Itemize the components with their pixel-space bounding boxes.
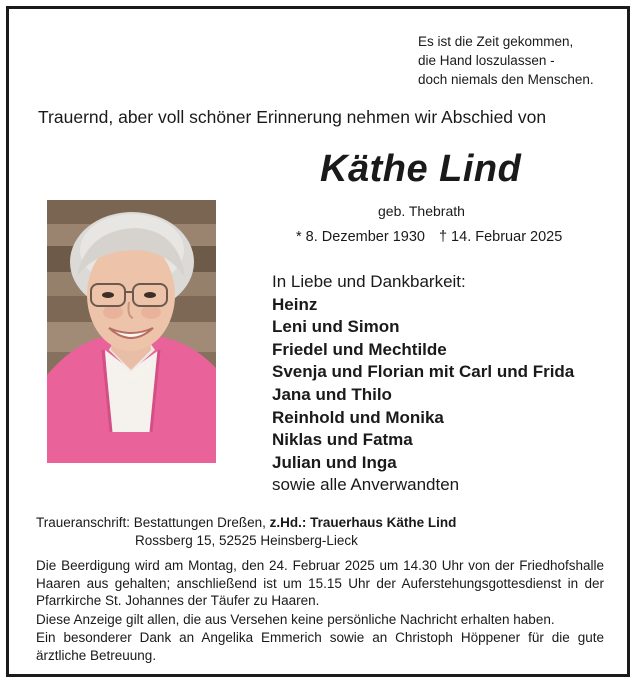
mourners-closing: sowie alle Anverwandten <box>272 475 460 495</box>
funeral-details <box>36 557 604 665</box>
deceased-name: Käthe Lind <box>320 148 522 190</box>
mourner-name: Niklas und Fatma <box>272 430 413 450</box>
address-street: Rossberg 15, 52525 Heinsberg-Lieck <box>135 533 358 548</box>
mourners-heading: In Liebe und Dankbarkeit: <box>272 272 466 291</box>
portrait-photo-icon <box>47 200 216 463</box>
funeral-paragraph: Die Beerdigung wird am Montag, den 24. Februar 2025 um 14.30 Uhr von der Friedhofshalle Haaren aus gehalten; anschließend ist um 15.15 Uhr der Auferstehungsgottesdienst in der Pfarrkirche St. Johannes der Täufer zu Haaren. <box>36 558 604 608</box>
thanks-paragraph: Ein besonderer Dank an Angelika Emmerich sowie an Christoph Höppener für die gute ärztliche Betreuung. <box>36 630 604 663</box>
notice-paragraph: Diese Anzeige gilt allen, die aus Versehen keine persönliche Nachricht erhalten haben. <box>36 611 555 627</box>
mourner-name: Friedel und Mechtilde <box>272 339 447 359</box>
mourner-name: Jana und Thilo <box>272 384 392 404</box>
mourner-name: Heinz <box>272 294 318 314</box>
birth-name: geb. Thebrath <box>378 203 465 219</box>
life-dates <box>296 229 562 245</box>
mourners-list <box>272 271 574 497</box>
mourner-name: Leni und Simon <box>272 317 400 337</box>
address-attention: z.Hd.: Trauerhaus Käthe Lind <box>269 515 457 530</box>
quote-line-3: doch niemals den Menschen. <box>418 72 594 87</box>
death-date: † 14. Februar 2025 <box>438 229 563 245</box>
mourner-name: Julian und Inga <box>272 452 397 472</box>
quote-line-2: die Hand loszulassen - <box>418 53 555 68</box>
mourner-name: Reinhold und Monika <box>272 407 444 427</box>
birth-date: * 8. Dezember 1930 <box>296 229 425 245</box>
mourner-name: Svenja und Florian mit Carl und Frida <box>272 362 575 382</box>
intro-text: Trauernd, aber voll schöner Erinnerung nehmen wir Abschied von <box>38 107 547 127</box>
address-label: Traueranschrift: Bestattungen Dreßen, <box>36 515 266 530</box>
quote-line-1: Es ist die Zeit gekommen, <box>418 34 574 49</box>
portrait-photo <box>47 200 216 463</box>
mourning-address <box>36 514 456 550</box>
quote <box>418 32 594 89</box>
